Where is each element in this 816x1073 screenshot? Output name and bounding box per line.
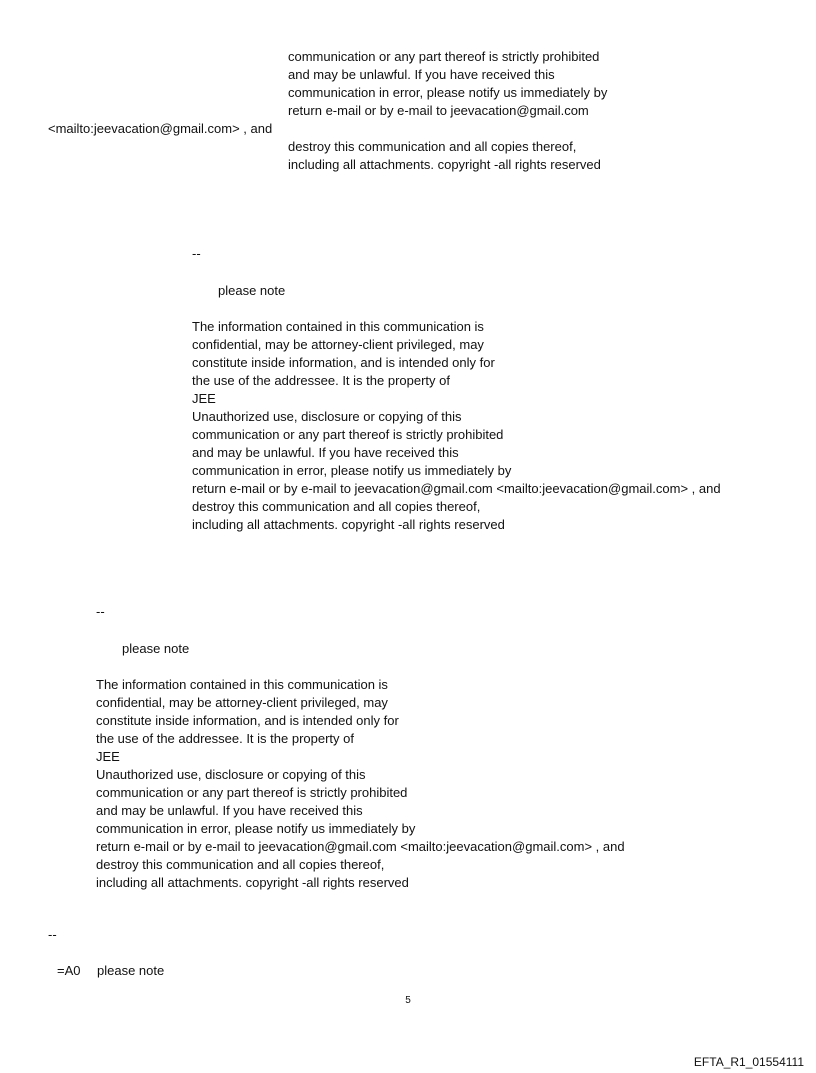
mailto-line: <mailto:jeevacation@gmail.com> , and — [48, 121, 273, 136]
text-line: the use of the addressee. It is the property of — [192, 373, 450, 388]
text-line: JEE — [96, 749, 120, 764]
text-line: communication in error, please notify us immediately by — [96, 821, 416, 836]
encoding-prefix: =A0 — [57, 963, 81, 978]
text-line: and may be unlawful. If you have received this — [288, 67, 555, 82]
text-line: destroy this communication and all copies thereof, — [192, 499, 481, 514]
separator: -- — [192, 246, 201, 261]
text-line: including all attachments. copyright -all rights reserved — [288, 157, 601, 172]
text-line: the use of the addressee. It is the property of — [96, 731, 354, 746]
heading-please-note: please note — [218, 283, 286, 298]
page-number: 5 — [405, 995, 411, 1006]
text-line: including all attachments. copyright -all rights reserved — [192, 517, 505, 532]
text-line: communication in error, please notify us immediately by — [288, 85, 608, 100]
text-line: communication or any part thereof is strictly prohibited — [96, 785, 408, 800]
text-line: Unauthorized use, disclosure or copying of this — [192, 409, 462, 424]
text-line: constitute inside information, and is intended only for — [192, 355, 495, 370]
text-line: destroy this communication and all copies thereof, — [96, 857, 385, 872]
text-line: JEE — [192, 391, 216, 406]
separator: -- — [96, 604, 105, 619]
text-line: confidential, may be attorney-client privileged, may — [96, 695, 388, 710]
disclaimer-block-1 — [288, 48, 607, 120]
heading-please-note: please note — [122, 641, 190, 656]
text-line: The information contained in this communication is — [192, 319, 484, 334]
text-line: and may be unlawful. If you have received this — [192, 445, 459, 460]
bates-number: EFTA_R1_01554111 — [693, 1055, 804, 1069]
heading-please-note: please note — [97, 963, 165, 978]
text-line: constitute inside information, and is intended only for — [96, 713, 399, 728]
text-line: return e-mail or by e-mail to jeevacation@gmail.com <mailto:jeevacation@gmail.com> , and — [192, 481, 721, 496]
disclaimer-block-3 — [96, 676, 625, 892]
text-line: communication or any part thereof is strictly prohibited — [288, 49, 600, 64]
text-line: Unauthorized use, disclosure or copying of this — [96, 767, 366, 782]
text-line: return e-mail or by e-mail to jeevacation@gmail.com <mailto:jeevacation@gmail.com> , and — [96, 839, 625, 854]
text-line: The information contained in this communication is — [96, 677, 388, 692]
text-line: communication or any part thereof is strictly prohibited — [192, 427, 504, 442]
separator: -- — [48, 927, 57, 942]
disclaimer-block-1-tail — [288, 138, 601, 174]
text-line: confidential, may be attorney-client privileged, may — [192, 337, 484, 352]
text-line: and may be unlawful. If you have received this — [96, 803, 363, 818]
text-line: destroy this communication and all copies thereof, — [288, 139, 577, 154]
text-line: return e-mail or by e-mail to jeevacation@gmail.com — [288, 103, 589, 118]
text-line: including all attachments. copyright -all rights reserved — [96, 875, 409, 890]
text-line: communication in error, please notify us immediately by — [192, 463, 512, 478]
disclaimer-block-2 — [192, 318, 721, 534]
